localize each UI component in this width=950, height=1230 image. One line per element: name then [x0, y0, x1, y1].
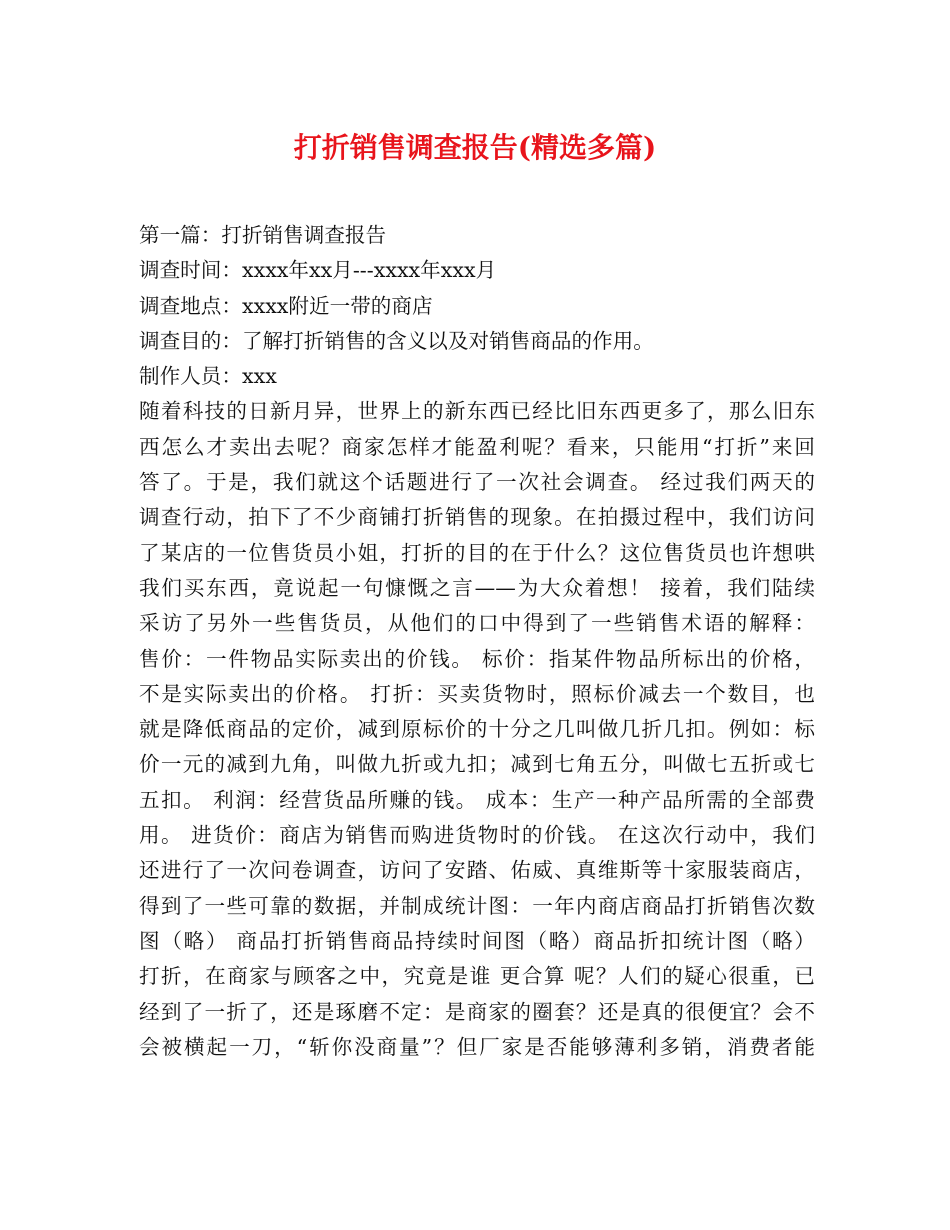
paragraph-line: 答了。于是，我们就这个话题进行了一次社会调查。 经过我们两天的	[139, 470, 815, 495]
header-line-part: 第一篇：打折销售调查报告	[139, 223, 387, 247]
paragraph-line: 五扣。 利润：经营货品所赚的钱。 成本：生产一种产品所需的全部费	[139, 787, 815, 812]
header-line-author: 制作人员：xxx	[139, 364, 277, 389]
header-line-location: 调查地点：xxxx附近一带的商店	[139, 293, 433, 318]
paragraph-line: 调查行动，拍下了不少商铺打折销售的现象。在拍摄过程中，我们访问	[139, 505, 815, 530]
paragraph-line: 不是实际卖出的价格。 打折：买卖货物时，照标价减去一个数目，也	[139, 681, 815, 706]
paragraph-line: 还进行了一次问卷调查，访问了安踏、佑威、真维斯等十家服装商店，	[139, 858, 815, 883]
paragraph-line: 图（略） 商品打折销售商品持续时间图（略）商品折扣统计图（略）	[139, 928, 815, 953]
paragraph-line: 就是降低商品的定价，减到原标价的十分之几叫做几折几扣。例如：标	[139, 717, 815, 742]
paragraph-line: 会被横起一刀，“斩你没商量”？但厂家是否能够薄利多销，消费者能	[139, 1034, 815, 1059]
paragraph-line: 采访了另外一些售货员，从他们的口中得到了一些销售术语的解释：	[139, 611, 815, 636]
paragraph-line: 用。 进货价：商店为销售而购进货物时的价钱。 在这次行动中，我们	[139, 823, 815, 848]
document-title: 打折销售调查报告(精选多篇)	[293, 131, 657, 164]
paragraph-line: 我们买东西，竟说起一句慷慨之言——为大众着想！ 接着，我们陆续	[139, 575, 815, 600]
paragraph-line: 打折，在商家与顾客之中，究竟是谁 更合算 呢？人们的疑心很重，已	[139, 964, 815, 989]
paragraph-line: 价一元的减到九角，叫做九折或九扣；减到七角五分，叫做七五折或七	[139, 752, 815, 777]
document-body	[139, 218, 815, 1065]
header-line-purpose: 调查目的：了解打折销售的含义以及对销售商品的作用。	[139, 328, 654, 353]
paragraph-line: 随着科技的日新月异，世界上的新东西已经比旧东西更多了，那么旧东	[139, 399, 815, 424]
paragraph-line: 得到了一些可靠的数据，并制成统计图：一年内商店商品打折销售次数	[139, 893, 815, 918]
paragraph-line: 售价：一件物品实际卖出的价钱。 标价：指某件物品所标出的价格，	[139, 646, 815, 671]
paragraph-line: 了某店的一位售货员小姐，打折的目的在于什么？这位售货员也许想哄	[139, 540, 815, 565]
paragraph-line: 西怎么才卖出去呢？商家怎样才能盈利呢？看来，只能用“打折”来回	[139, 434, 815, 459]
paragraph-line: 经到了一折了，还是琢磨不定：是商家的圈套？还是真的很便宜？会不	[139, 999, 815, 1024]
header-line-time: 调查时间：xxxx年xx月---xxxx年xxx月	[139, 258, 497, 283]
